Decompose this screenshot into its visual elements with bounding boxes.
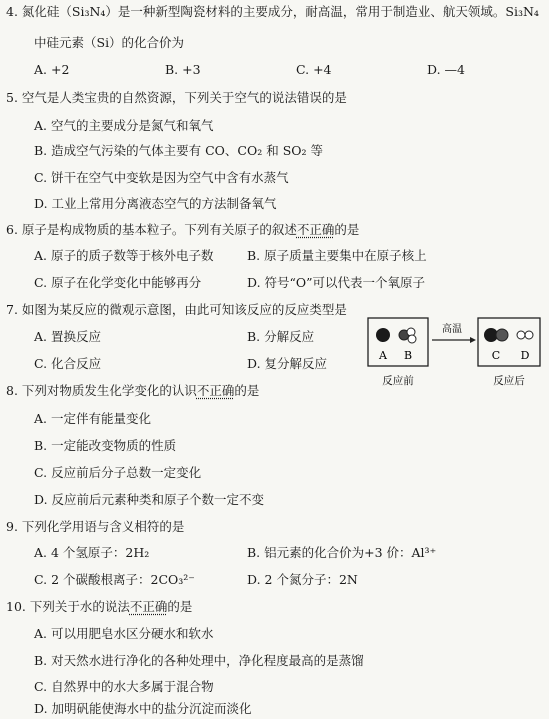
q10-option-c: C. 自然界中的水大多属于混合物: [34, 679, 214, 694]
q8-option-b: B. 一定能改变物质的性质: [34, 438, 177, 453]
q4-option-a: A. +2: [34, 62, 70, 77]
q8-stem-emphasis: 不正确: [196, 383, 235, 398]
q8-stem-end: 的是: [234, 383, 260, 398]
q4-option-c: C. +4: [296, 62, 332, 77]
q8-option-a: A. 一定伴有能量变化: [34, 411, 151, 426]
reaction-arrow-head: [470, 337, 476, 343]
q6-option-d: D. 符号“O”可以代表一个氧原子: [247, 275, 426, 290]
q4-stem-line1: 4. 氮化硅（Si₃N₄）是一种新型陶瓷材料的主要成分，耐高温，常用于制造业、航天领域。Si₃N₄: [6, 4, 539, 19]
q6-option-a: A. 原子的质子数等于核外电子数: [34, 248, 214, 263]
diagram-label-d: D: [520, 349, 530, 362]
q9-stem: 9. 下列化学用语与含义相符的是: [6, 519, 185, 534]
q10-stem: [6, 599, 192, 615]
q4-option-d: D. —4: [427, 62, 465, 77]
q9-option-b: B. 铝元素的化合价为+3 价：Al³⁺: [247, 545, 437, 560]
q10-option-a: A. 可以用肥皂水区分硬水和软水: [34, 626, 214, 641]
q7-option-a: A. 置换反应: [34, 329, 101, 344]
q4-stem-line2: 中硅元素（Si）的化合价为: [34, 35, 185, 50]
molecule-c-atom-2: [496, 329, 508, 341]
molecule-a-atom: [376, 328, 390, 342]
diagram-label-c: C: [491, 349, 501, 362]
q7-option-d: D. 复分解反应: [247, 356, 328, 371]
q6-stem-end: 的是: [334, 222, 360, 237]
molecule-d-atom-1: [517, 331, 525, 339]
after-box: [478, 318, 540, 366]
q8-option-c: C. 反应前后分子总数一定变化: [34, 465, 202, 480]
q8-stem-text: 8. 下列对物质发生化学变化的认识: [6, 383, 197, 398]
q4-option-b: B. +3: [165, 62, 201, 77]
q9-option-a: A. 4 个氢原子：2H₂: [34, 545, 150, 560]
before-caption: 反应前: [382, 375, 414, 387]
q9-option-d: D. 2 个氮分子：2N: [247, 572, 358, 587]
q6-option-b: B. 原子质量主要集中在原子核上: [247, 248, 427, 263]
q10-option-b: B. 对天然水进行净化的各种处理中，净化程度最高的是蒸馏: [34, 653, 364, 668]
q7-option-b: B. 分解反应: [247, 329, 315, 344]
reaction-diagram: [366, 316, 544, 388]
q5-option-b: B. 造成空气污染的气体主要有 CO、CO₂ 和 SO₂ 等: [34, 143, 323, 158]
q10-stem-text: 10. 下列关于水的说法: [6, 599, 130, 614]
q5-option-a: A. 空气的主要成分是氮气和氧气: [34, 118, 214, 133]
reaction-condition: 高温: [442, 324, 462, 335]
after-caption: 反应后: [493, 375, 525, 387]
diagram-label-b: B: [403, 349, 413, 362]
q6-stem-emphasis: 不正确: [296, 222, 335, 237]
q5-option-c: C. 饼干在空气中变软是因为空气中含有水蒸气: [34, 170, 289, 185]
diagram-label-a: A: [379, 349, 387, 362]
molecule-b-atom-3: [408, 335, 416, 343]
q8-option-d: D. 反应前后元素种类和原子个数一定不变: [34, 492, 265, 507]
q6-stem: [6, 222, 359, 238]
q10-stem-emphasis: 不正确: [129, 599, 168, 614]
q6-option-c: C. 原子在化学变化中能够再分: [34, 275, 202, 290]
q5-stem: 5. 空气是人类宝贵的自然资源，下列关于空气的说法错误的是: [6, 90, 347, 105]
q10-option-d: D. 加明矾能使海水中的盐分沉淀而淡化: [34, 701, 252, 716]
molecule-d-atom-2: [525, 331, 533, 339]
q7-stem: 7. 如图为某反应的微观示意图，由此可知该反应的反应类型是: [6, 302, 347, 317]
q6-stem-text: 6. 原子是构成物质的基本粒子。下列有关原子的叙述: [6, 222, 297, 237]
q7-option-c: C. 化合反应: [34, 356, 102, 371]
q5-option-d: D. 工业上常用分离液态空气的方法制备氧气: [34, 196, 277, 211]
q8-stem: [6, 383, 259, 399]
q9-option-c: C. 2 个碳酸根离子：2CO₃²⁻: [34, 572, 195, 587]
before-box: [368, 318, 428, 366]
q10-stem-end: 的是: [167, 599, 193, 614]
